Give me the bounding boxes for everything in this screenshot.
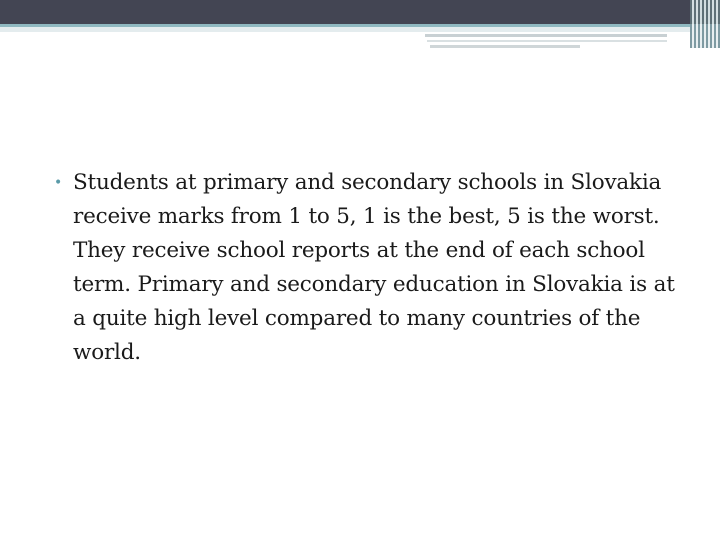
bullet-text: Students at primary and secondary schools in Slovakia receive marks from 1 to 5, 1 is the best, 5 is the worst. They receive school reports at the end of each school term. Primary and secondary education in Slovakia is at a quite high level compared to many countries of the world. (73, 170, 675, 365)
header-band (0, 0, 720, 24)
header-decor-line (430, 45, 580, 48)
header-decor-line (425, 34, 667, 37)
bullet-item (50, 166, 675, 370)
header-light-strip (0, 27, 720, 32)
bullet-marker: • (54, 175, 63, 191)
slide-content (50, 166, 675, 370)
header-decor-line (427, 40, 667, 42)
header-corner-stripes-lower (690, 24, 720, 48)
